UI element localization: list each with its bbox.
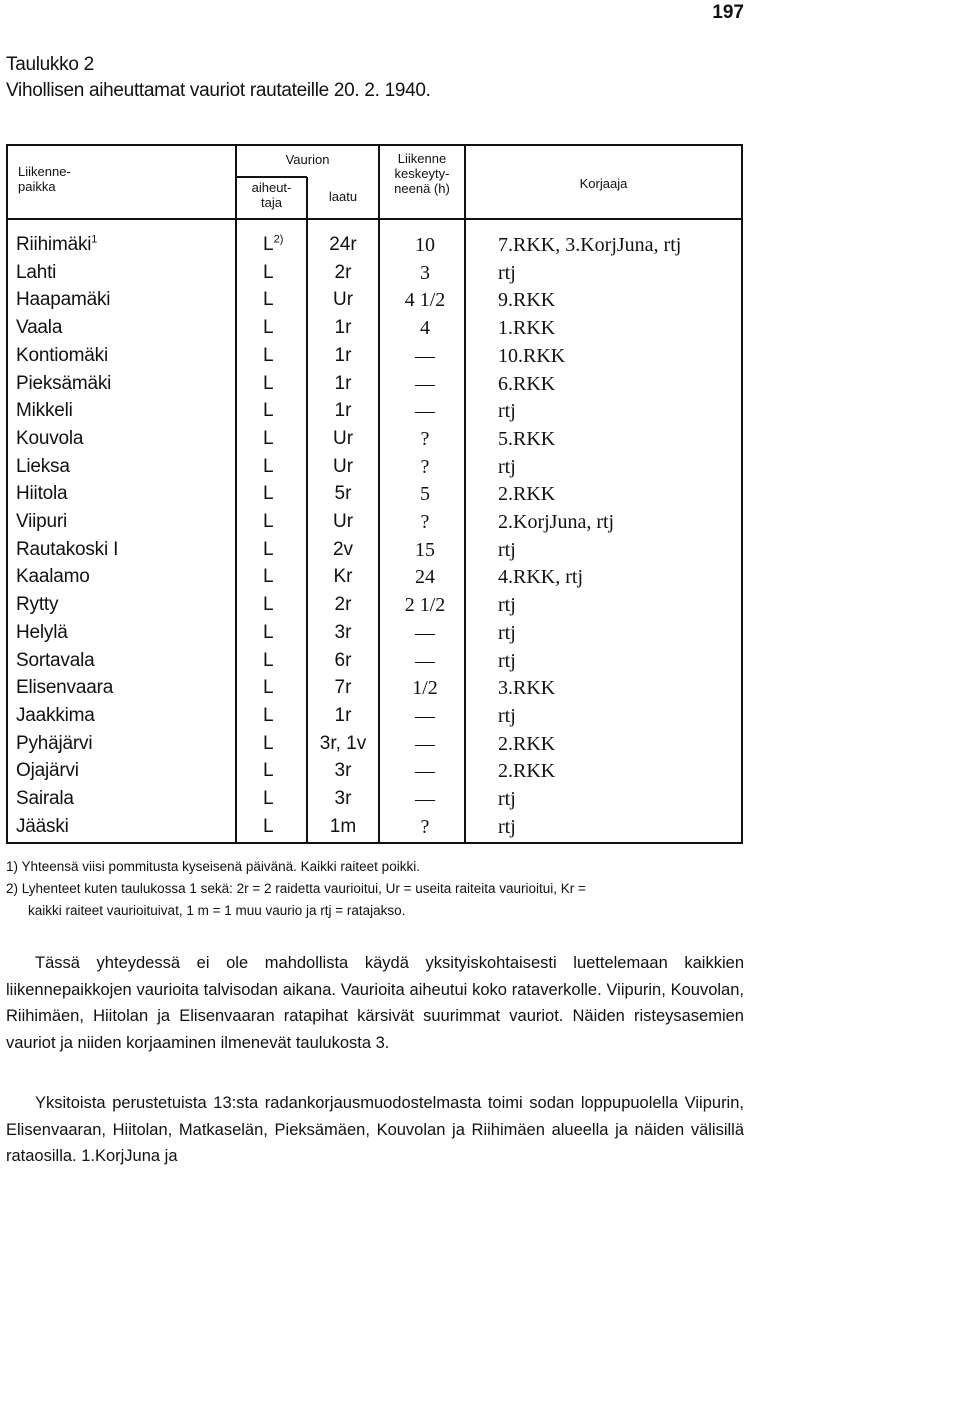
cell-place: Pieksämäki [16,372,112,394]
cell-repairer: rtj [498,455,516,478]
cell-quality: 1r [334,372,352,394]
table-row [8,508,741,536]
table-row [8,453,741,481]
cell-cause: L [263,400,274,422]
cell-repairer: rtj [498,649,516,672]
cell-quality: 3r [334,788,352,809]
cell-repairer: 9.RKK [498,289,556,312]
cell-cause: L [263,289,274,311]
cell-place: Vaala [16,317,63,339]
cell-quality: 2r [334,594,352,616]
table-row [8,480,741,508]
page-number: 197 [712,2,744,23]
cell-cause: L [263,427,274,449]
cell-interruption: — [415,344,435,367]
cell-cause: $L^{2)}$ [263,233,284,255]
cell-quality: Ur [332,427,354,449]
cell-repairer: rtj [498,400,516,423]
header-place: Liikenne- paikka [18,164,71,194]
table-row [8,647,741,675]
table-row [8,259,741,287]
cell-interruption: — [415,732,435,755]
header-subrule [235,176,307,178]
cell-repairer: rtj [498,704,516,727]
cell-cause: L [263,677,274,699]
cell-quality: 1m [329,815,357,837]
cell-place: Rautakoski I [16,538,119,560]
cell-repairer: rtj [498,594,516,617]
cell-cause: L [263,538,274,560]
table-row [8,397,741,425]
cell-quality: 1r [334,317,352,339]
cell-repairer: 3.RKK [498,677,556,700]
cell-place: Sairala [16,788,74,809]
table-row [8,619,741,647]
cell-place: Pyhäjärvi [16,732,93,754]
footnote-1: 1) Yhteensä viisi pommitusta kyseisenä päivänä. Kaikki raiteet poikki. [6,859,420,874]
table-row [8,813,741,841]
cell-place: Kouvola [16,427,84,449]
cell-repairer: 2.RKK [498,483,556,506]
cell-interruption: — [415,621,435,644]
cell-repairer: 7.RKK, 3.KorjJuna, rtj [498,234,682,256]
cell-cause: L [263,372,274,394]
table-label: Taulukko 2 [6,54,94,75]
cell-interruption: ? [420,455,430,478]
cell-quality: 2r [334,261,352,283]
cell-interruption: ? [420,511,430,533]
cell-interruption: 10 [415,234,435,256]
cell-quality: 6r [334,649,352,671]
cell-place: Kontiomäki [16,344,108,366]
cell-place: Elisenvaara [16,677,114,699]
cell-interruption: 24 [415,566,435,589]
cell-quality: 3r, 1v [319,732,367,754]
table-row [8,286,741,314]
cell-interruption: 1/2 [412,677,438,700]
cell-cause: L [263,621,274,643]
cell-interruption: ? [420,427,430,450]
cell-repairer: 4.RKK, rtj [498,566,583,589]
cell-repairer: rtj [498,538,516,561]
cell-repairer: rtj [498,815,516,838]
cell-cause: L [263,317,274,339]
cell-cause: L [263,815,274,837]
header-interruption: Liikenne keskeyty- neenä (h) [394,151,450,196]
header-quality: laatu [328,189,358,204]
table-row [8,563,741,591]
cell-quality: 24r [329,234,357,255]
table-row [8,425,741,453]
cell-interruption: — [415,760,435,783]
table-row [8,314,741,342]
table-row [8,536,741,564]
cell-interruption: — [415,372,435,395]
table-row [8,730,741,758]
cell-interruption: — [415,649,435,672]
body-paragraph-2: Yksitoista perustetuista 13:sta radankorjausmuodostelmasta toimi sodan loppupuolella Viipurin, Elisenvaaran, Hiitolan, Matkaselän, Pieksämäen, Kouvolan ja Riihimäen alueella ja näiden välisillä rataosilla. 1.KorjJuna ja [6,1094,744,1165]
table-row [8,702,741,730]
table-row [8,757,741,785]
table-row [8,342,741,370]
cell-quality: 5r [334,483,352,505]
cell-place: Sortavala [16,649,95,671]
table-title: Vihollisen aiheuttamat vauriot rautateille 20. 2. 1940. [6,80,431,101]
cell-interruption: — [415,788,435,810]
cell-repairer: 2.RKK [498,732,556,755]
cell-quality: 3r [334,760,352,782]
header-rule [8,218,741,220]
cell-quality: Ur [332,455,354,477]
cell-interruption: 3 [420,261,430,284]
cell-place: Kaalamo [16,566,90,588]
body-paragraph-1: Tässä yhteydessä ei ole mahdollista käydä yksityiskohtaisesti luettelemaan kaikkien liikennepaikkojen vaurioita talvisodan aikana. Vaurioita aiheutui koko rataverkolle. Viipurin, Kouvolan, Riihimäen, Hiitolan ja Elisenvaaran ratapihat kärsivät suurimmat vauriot. Näiden risteysasemien vauriot ja niiden korjaaminen ilmenevät taulukosta 3. [6,954,744,1052]
cell-repairer: 6.RKK [498,372,556,395]
table-row [8,674,741,702]
cell-cause: L [263,483,274,505]
cell-interruption: 4 1/2 [404,289,446,312]
cell-place: Haapamäki [16,289,111,311]
cell-repairer: 2.RKK [498,760,556,783]
cell-place: Lahti [16,261,57,283]
cell-cause: L [263,649,274,671]
cell-interruption: ? [420,815,430,838]
cell-cause: L [263,594,274,616]
cell-repairer: rtj [498,261,516,284]
cell-repairer: 1.RKK [498,317,556,340]
cell-cause: L [263,788,274,809]
cell-cause: L [263,704,274,726]
cell-cause: L [263,455,274,477]
cell-place: Helylä [16,621,68,643]
cell-cause: L [263,760,274,782]
cell-cause: L [263,344,274,366]
header-damage: Vaurion [285,152,330,167]
header-cause: aiheut- taja [251,180,292,210]
cell-place: Jääski [16,815,69,837]
cell-place: Hiitola [16,483,68,505]
cell-repairer: 10.RKK [498,344,566,367]
cell-interruption: 2 1/2 [404,594,446,617]
cell-place: Jaakkima [16,704,95,726]
cell-cause: L [263,566,274,588]
cell-repairer: rtj [498,621,516,644]
table-row [8,370,741,398]
cell-quality: 2v [332,538,354,560]
cell-quality: 7r [334,677,352,699]
cell-repairer: rtj [498,788,516,810]
cell-quality: Ur [332,289,354,311]
cell-place: Riihimäki$^1$ [16,233,98,255]
cell-repairer: 2.KorjJuna, rtj [498,511,615,533]
cell-place: Viipuri [16,511,68,532]
cell-quality: 3r [334,621,352,643]
cell-place: Rytty [16,594,59,616]
footnote-marker: 2) [273,233,284,246]
damage-table [6,144,743,844]
footnote-2-continued: kaikki raiteet vaurioituivat, 1 m = 1 muu vaurio ja rtj = ratajakso. [28,903,406,918]
cell-cause: L [263,511,274,532]
cell-place: Mikkeli [16,400,73,422]
table-row [8,231,741,259]
cell-place: Lieksa [16,455,70,477]
cell-interruption: — [415,400,435,423]
header-repairer: Korjaaja [579,176,628,191]
cell-cause: L [263,732,274,754]
cell-quality: Ur [332,511,354,532]
cell-interruption: 5 [420,483,430,506]
cell-place: Ojajärvi [16,760,79,782]
cell-quality: 1r [334,400,352,422]
table-row [8,785,741,813]
cell-interruption: 4 [420,317,430,340]
cell-quality: Kr [333,566,353,588]
cell-quality: 1r [334,344,352,366]
cell-quality: 1r [334,704,352,726]
cell-cause: L [263,261,274,283]
footnote-2: 2) Lyhenteet kuten taulukossa 1 sekä: 2r = 2 raidetta vaurioitui, Ur = useita raiteita vaurioitui, Kr = [6,881,586,896]
table-row [8,591,741,619]
cell-interruption: 15 [415,538,435,561]
cell-interruption: — [415,704,435,727]
footnote-marker: 1 [91,233,98,246]
cell-repairer: 5.RKK [498,427,556,450]
